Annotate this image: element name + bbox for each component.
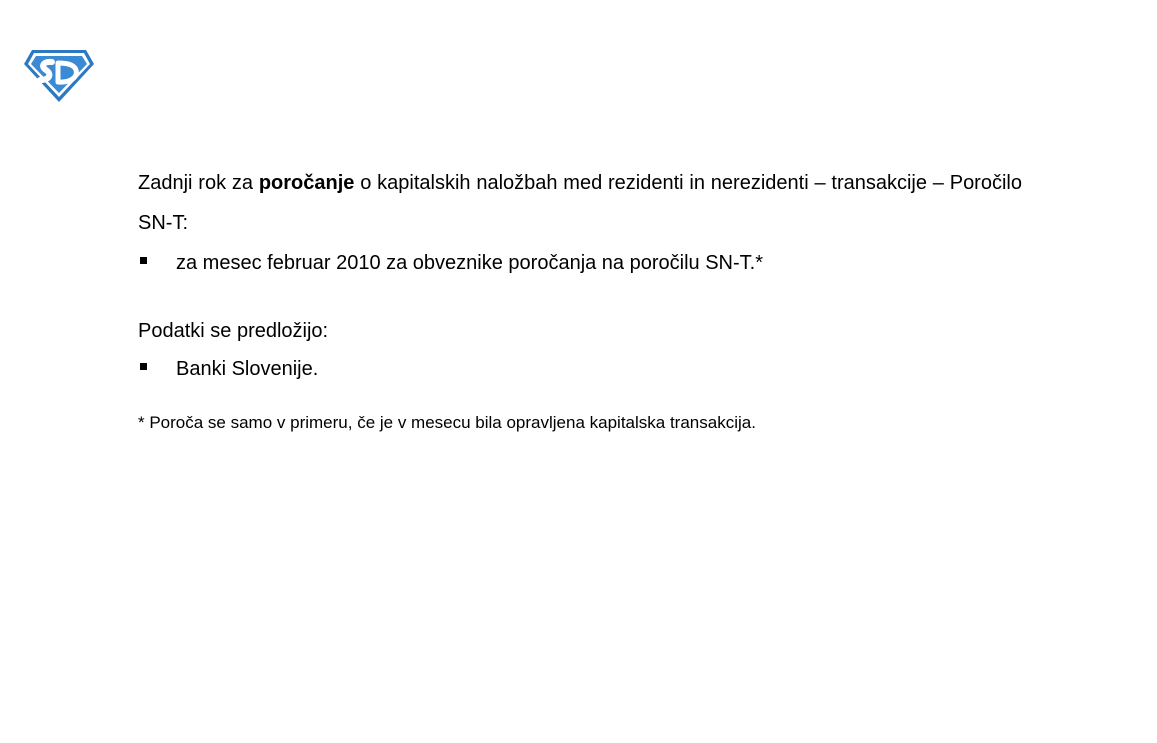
intro-text-bold: poročanje <box>258 172 355 194</box>
intro-text-end: o kapitalskih naložbah med rezidenti in nerezidenti – transakcije – Poročilo SN-T: <box>138 172 1022 234</box>
list-item-text: za mesec februar 2010 za obveznike poročanja na poročilu SN-T.* <box>176 252 763 274</box>
intro-text-start: Zadnji rok za <box>138 172 259 194</box>
footnote: * Poroča se samo v primeru, če je v mesecu bila opravljena kapitalska transakcija. <box>138 413 756 432</box>
sd-logo <box>22 46 96 104</box>
list-item-text: Banki Slovenije. <box>176 358 319 380</box>
sd-diamond-logo-icon <box>22 46 96 104</box>
submission-heading: Podatki se predložijo: <box>138 320 329 342</box>
list-item <box>138 253 1022 273</box>
document-body <box>138 163 1022 433</box>
submission-block <box>138 319 1022 379</box>
list-item <box>138 359 1022 379</box>
deadline-paragraph <box>138 163 1022 243</box>
